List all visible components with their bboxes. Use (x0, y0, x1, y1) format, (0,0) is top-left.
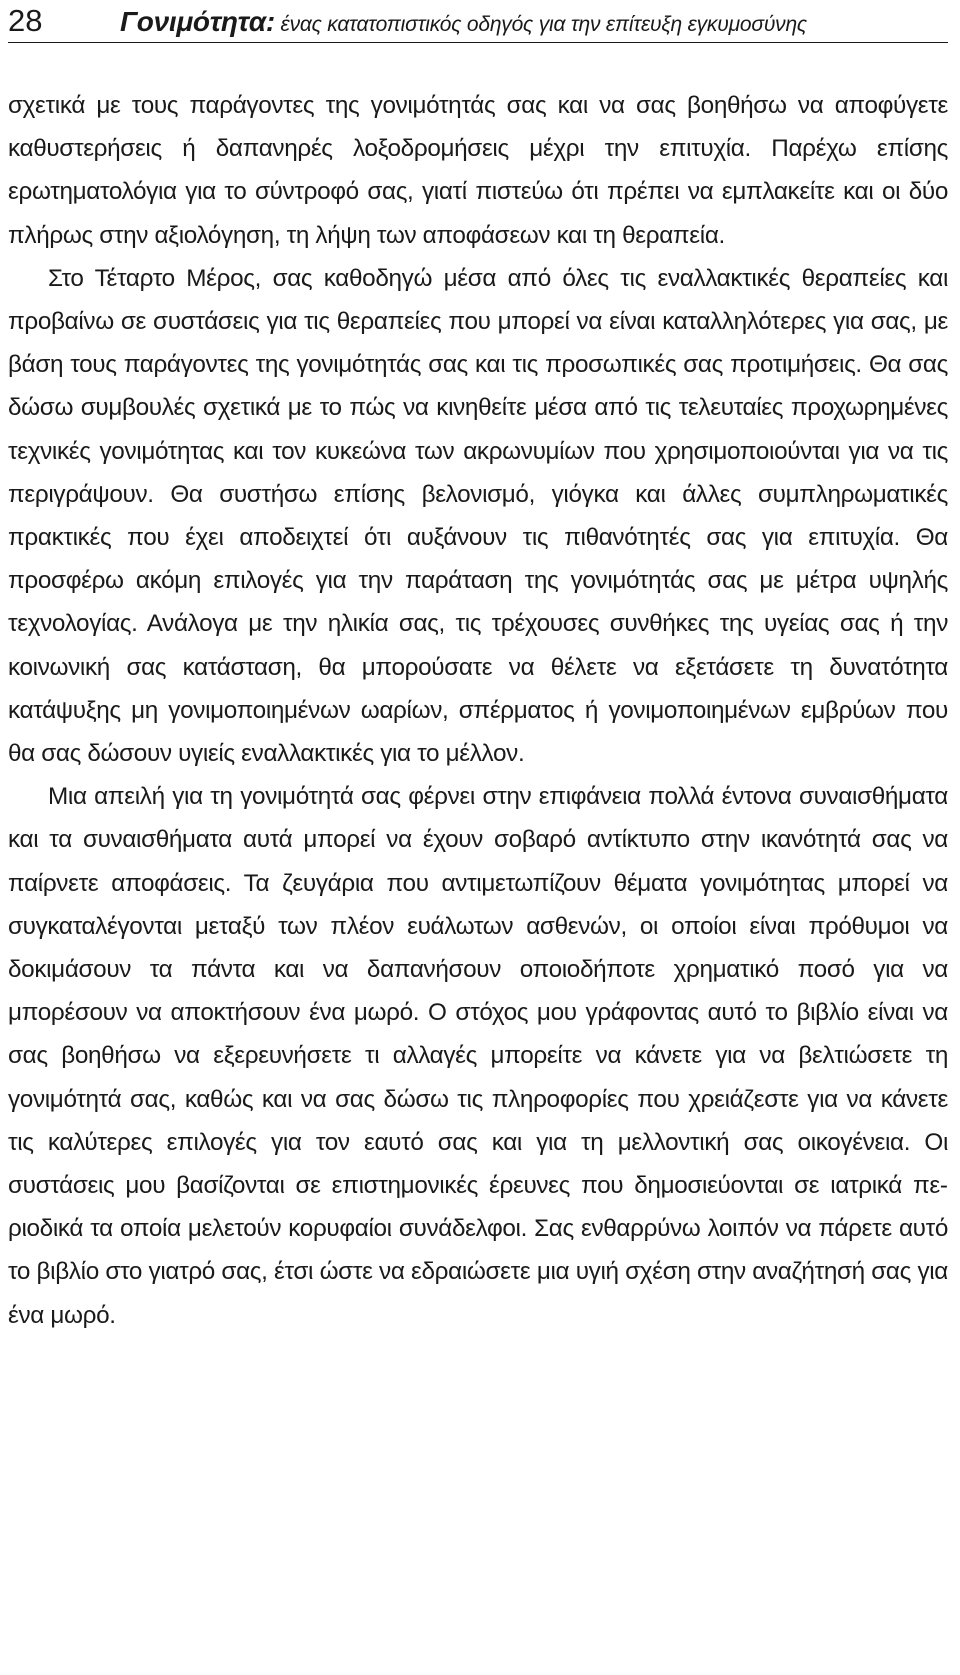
page-number: 28 (8, 3, 43, 38)
paragraph-part-four: Στο Τέταρτο Μέρος, σας καθοδηγώ μέσα από όλες τις εναλλακτικές θεραπείες και προβαίνω σε συστάσεις για τις θεραπείες που μπορεί να είναι καταλληλότερες για σας, με βάση τους παράγοντες της γονιμότητάς σας και τις προσωπικές σας προτιμήσεις. Θα σας δώσω συμβουλές σχετικά με το πώς να κινηθείτε μέσα από τις τελευταίες προχωρημένες τεχνικές γονιμότητας και τον κυκεώνα των ακρωνυμίων που χρησιμοποιούνται για να τις περιγράψουν. Θα συστήσω επίσης βελονισμό, γιόγκα και άλλες συμπληρωματικές πρακτικές που έχει αποδειχτεί ότι αυξάνουν τις πιθανότητές σας για επιτυχία. Θα προσφέρω ακόμη επιλογές για την παράταση της γονιμότητάς σας με μέτρα υψηλής τεχνολογίας. Ανάλογα με την ηλικία σας, τις τρέχουσες συνθήκες της υγείας σας ή την κοινωνική σας κατάσταση, θα μπορούσατε να θέλετε να εξετάσετε τη δυνατότητα κατάψυξης μη γονιμοποιημένων ωαρίων, σπέρματος ή γονιμοποιημένων εμβρύων που θα σας δώσουν υγιείς εναλλακτικές για το μέλλον. (8, 264, 948, 768)
running-header (8, 0, 948, 43)
paragraph-continuation: σχετικά με τους παράγοντες της γονιμότητάς σας και να σας βοηθήσω να αποφύγετε καθυστερήσεις ή δαπανηρές λοξοδρομήσεις μέχρι την επιτυχία. Παρέχω επίσης ερωτηματολόγια για το σύντροφό σας, γιατί πιστεύω ότι πρέπει να εμπλακείτε και οι δύο πλήρως στην αξιολόγηση, τη λήψη των αποφάσεων και τη θεραπεία. (8, 92, 948, 249)
paragraph-fertility-threat: Μια απειλή για τη γονιμότητά σας φέρνει στην επιφάνεια πολλά έντονα συναισθήματα και τα συναισθήματα αυτά μπορεί να έχουν σοβαρό αντίκτυπο στην ικανότητά σας να παίρνετε αποφάσεις. Τα ζευγάρια που αντιμετωπίζουν θέματα γονιμότητας μπορεί να συγκαταλέγονται μεταξύ των πλέον ευάλωτων ασθενών, οι οποίοι είναι πρόθυμοι να δοκιμάσουν τα πάντα και να δαπανήσουν οποιοδήποτε χρηματικό ποσό για να μπορέσουν να αποκτήσουν ένα μωρό. Ο στόχος μου γράφοντας αυτό το βιβλίο είναι να σας βοηθήσω να εξερευνήσετε τι αλλαγές μπορείτε να κάνετε για να βελτιώσετε τη γονιμότητά σας, καθώς και να σας δώσω τις πληροφορίες που χρειάζεστε για να κάνετε τις καλύτερες επιλογές για τον εαυτό σας και για τη μελλοντική σας οικογένεια. Οι συστάσεις μου βασίζονται σε επιστημονικές έρευνες που δημοσιεύονται σε ιατρικά περιοδικά τα οποία μελετούν κορυφαίοι συνάδελφοι. Σας ενθαρρύνω λοιπόν να πάρετε αυτό το βιβλίο στο γιατρό σας, έτσι ώστε να εδραιώσετε μια υγιή σχέση στην αναζήτησή σας για ένα μωρό. (8, 783, 948, 1329)
running-head (120, 6, 807, 43)
book-subtitle: ένας κατατοπιστικός οδηγός για την επίτευξη εγκυμοσύνης (274, 13, 807, 36)
book-title: Γονιμότητα: (120, 6, 275, 37)
body-text (8, 84, 948, 1337)
